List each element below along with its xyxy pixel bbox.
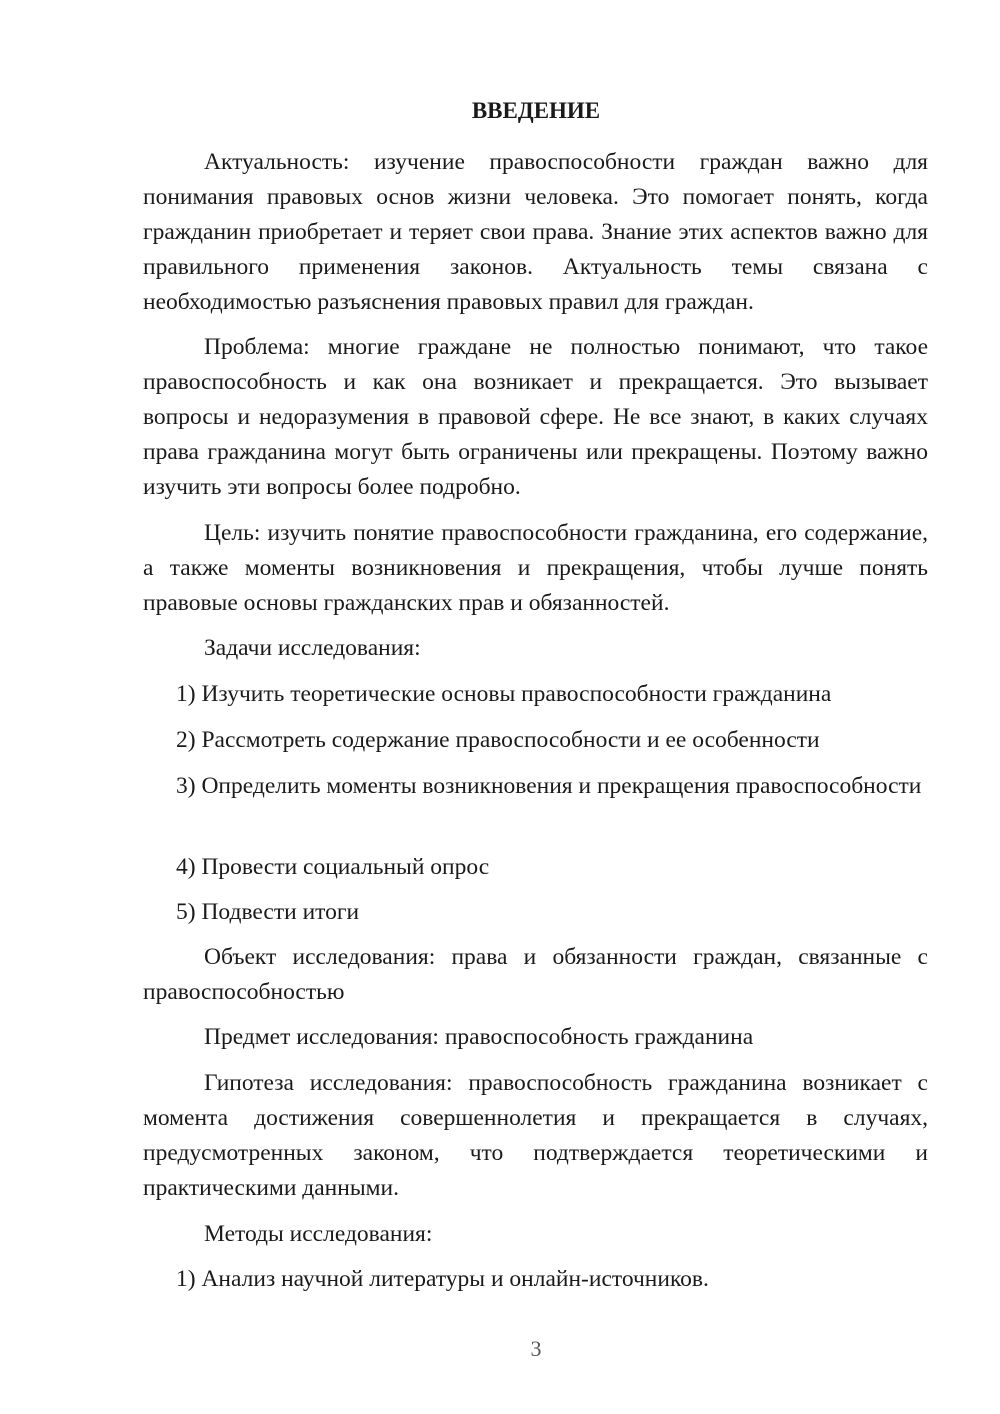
paragraph-tasks-heading: Задачи исследования: xyxy=(204,635,421,661)
paragraph-methods-heading: Методы исследования: xyxy=(204,1221,433,1247)
paragraph-object: Объект исследования: права и обязанности граждан, связанные с правоспособностью xyxy=(143,944,928,1005)
list-item-method-1: 1) Анализ научной литературы и онлайн-источников. xyxy=(176,1266,709,1292)
paragraph-hypothesis: Гипотеза исследования: правоспособность гражданина возникает с момента достижения совершеннолетия и прекращается в случаях, предусмотренных законом, что подтверждается теоретическими и практическими данными. xyxy=(143,1070,928,1201)
paragraph-problem: Проблема: многие граждане не полностью понимают, что такое правоспособность и как она возникает и прекращается. Это вызывает вопросы и недоразумения в правовой сфере. Не все знают, в каких случаях права гражданина могут быть ограничены или прекращены. Поэтому важно изучить эти вопросы более подробно. xyxy=(143,334,928,500)
list-item-task-5: 5) Подвести итоги xyxy=(176,899,360,925)
page-number: 3 xyxy=(530,1336,542,1361)
list-item-task-1: 1) Изучить теоретические основы правоспособности гражданина xyxy=(176,681,832,707)
list-item-task-2: 2) Рассмотреть содержание правоспособности и ее особенности xyxy=(176,727,820,753)
paragraph-relevance: Актуальность: изучение правоспособности граждан важно для понимания правовых основ жизни человека. Это помогает понять, когда гражданин приобретает и теряет свои права. Знание этих аспектов важно для правильного применения законов. Актуальность темы связана с необходимостью разъяснения правовых правил для граждан. xyxy=(143,149,928,315)
list-item-task-4: 4) Провести социальный опрос xyxy=(176,854,490,880)
paragraph-subject: Предмет исследования: правоспособность гражданина xyxy=(204,1024,754,1050)
list-item-task-3: 3) Определить моменты возникновения и прекращения правоспособности xyxy=(176,773,922,799)
paragraph-goal: Цель: изучить понятие правоспособности гражданина, его содержание, а также моменты возникновения и прекращения, чтобы лучше понять правовые основы гражданских прав и обязанностей. xyxy=(143,520,928,616)
page-title: ВВЕДЕНИЕ xyxy=(471,98,601,123)
